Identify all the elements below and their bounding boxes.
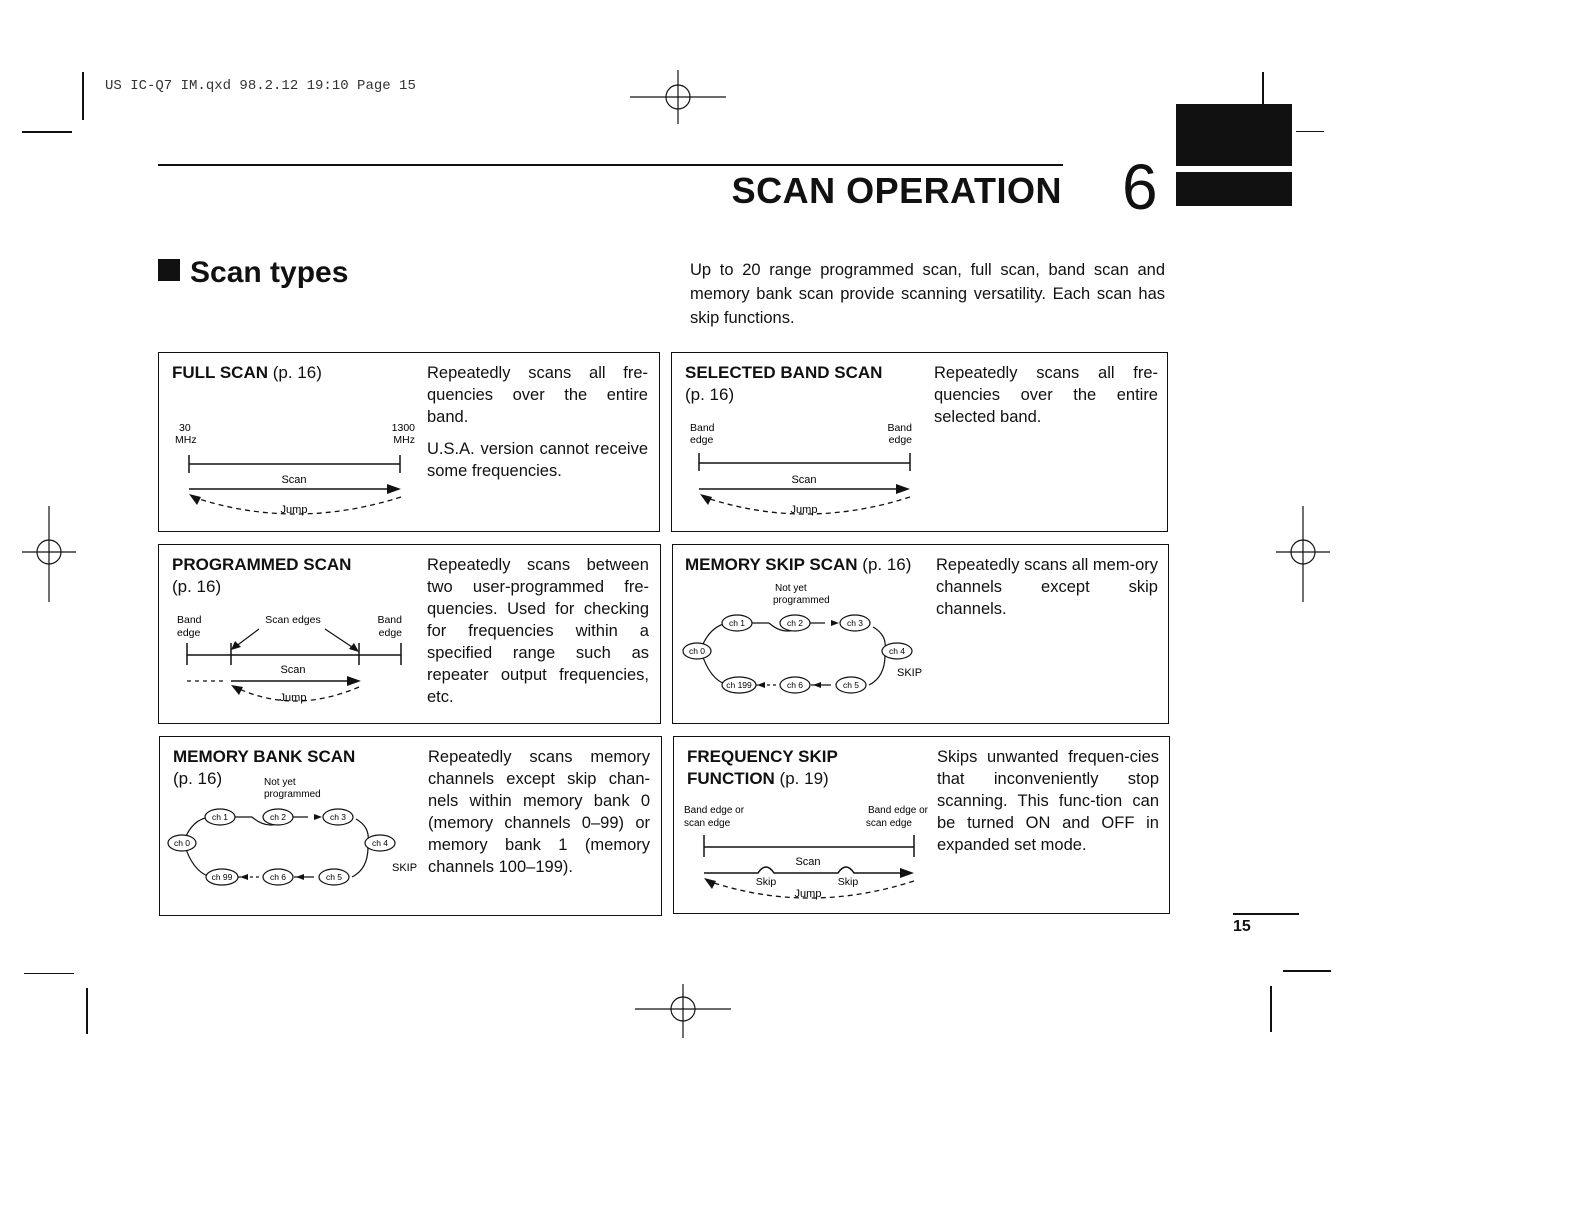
svg-text:ch 5: ch 5 bbox=[842, 680, 860, 690]
svg-text:Scan: Scan bbox=[795, 856, 821, 868]
crop-mark bbox=[1262, 72, 1264, 106]
header-rule bbox=[158, 164, 1063, 166]
svg-text:Skip: Skip bbox=[755, 876, 777, 888]
panel-full-scan bbox=[158, 352, 660, 532]
svg-text:1300: 1300 bbox=[391, 422, 415, 434]
panel-frequency-skip-function bbox=[673, 736, 1170, 914]
panel-memory-skip-scan bbox=[672, 544, 1169, 724]
svg-text:ch 5: ch 5 bbox=[325, 872, 343, 882]
svg-text:scan edge: scan edge bbox=[865, 818, 912, 829]
panel-title: SELECTED BAND SCAN (p. 16) bbox=[685, 363, 883, 404]
thumb-tab bbox=[1176, 172, 1292, 206]
svg-text:programmed: programmed bbox=[773, 595, 830, 606]
crop-mark bbox=[1283, 970, 1331, 972]
file-slug: US IC-Q7 IM.qxd 98.2.12 19:10 Page 15 bbox=[105, 78, 416, 94]
svg-text:Scan: Scan bbox=[280, 664, 306, 676]
svg-text:edge: edge bbox=[888, 434, 912, 446]
svg-text:ch 99: ch 99 bbox=[211, 872, 233, 882]
page-number: 15 bbox=[1233, 918, 1251, 935]
svg-text:Jump: Jump bbox=[794, 888, 822, 900]
svg-text:Band edge or: Band edge or bbox=[684, 805, 745, 816]
svg-text:Skip: Skip bbox=[837, 876, 859, 888]
svg-text:Not yet: Not yet bbox=[775, 583, 807, 594]
svg-text:SKIP: SKIP bbox=[392, 862, 418, 874]
svg-text:Band: Band bbox=[377, 614, 402, 626]
panel-title: MEMORY SKIP SCAN (p. 16) bbox=[685, 555, 912, 574]
svg-text:scan edge: scan edge bbox=[684, 818, 731, 829]
svg-text:Not yet: Not yet bbox=[264, 777, 296, 788]
svg-text:Band: Band bbox=[690, 422, 715, 434]
svg-text:ch 4: ch 4 bbox=[888, 646, 906, 656]
svg-text:ch 0: ch 0 bbox=[688, 646, 706, 656]
panel-description: Skips unwanted frequen-cies that inconveniently stop scanning. This func-tion can be turned ON and OFF in expanded set mode. bbox=[937, 748, 1159, 854]
panel-memory-bank-scan bbox=[159, 736, 662, 916]
panel-description: Repeatedly scans all mem-ory channels except skip channels. bbox=[936, 556, 1158, 618]
panel-description: Repeatedly scans memory channels except skip chan-nels within memory bank 0 (memory channels 0–99) or memory bank 1 (memory channels 100–199). bbox=[428, 748, 650, 876]
panel-title: MEMORY BANK SCAN (p. 16) bbox=[173, 747, 356, 788]
section-title-text: Scan types bbox=[190, 256, 349, 289]
svg-text:Scan: Scan bbox=[791, 474, 817, 486]
selected-band-scan-diagram bbox=[686, 419, 936, 529]
svg-text:ch 6: ch 6 bbox=[269, 872, 287, 882]
svg-text:Scan: Scan bbox=[281, 474, 307, 486]
registration-mark-left bbox=[22, 506, 76, 602]
panel-programmed-scan bbox=[158, 544, 661, 724]
svg-text:Band edge or: Band edge or bbox=[867, 805, 928, 816]
svg-text:ch 2: ch 2 bbox=[786, 618, 804, 628]
crop-mark bbox=[82, 72, 84, 120]
bullet-square-icon bbox=[158, 259, 180, 281]
svg-text:Band: Band bbox=[887, 422, 912, 434]
programmed-scan-diagram bbox=[169, 611, 419, 721]
registration-mark-top bbox=[630, 70, 726, 124]
svg-text:ch 4: ch 4 bbox=[371, 838, 389, 848]
crop-mark bbox=[1296, 131, 1324, 132]
registration-mark-right bbox=[1276, 506, 1330, 602]
crop-mark bbox=[24, 973, 74, 974]
crop-mark bbox=[1270, 986, 1272, 1032]
svg-text:ch 1: ch 1 bbox=[211, 812, 229, 822]
crop-mark bbox=[22, 131, 72, 133]
frequency-skip-diagram bbox=[682, 797, 934, 912]
svg-text:Jump: Jump bbox=[280, 504, 308, 516]
svg-text:ch 3: ch 3 bbox=[846, 618, 864, 628]
svg-text:ch 1: ch 1 bbox=[728, 618, 746, 628]
chapter-number: 6 bbox=[1122, 151, 1158, 223]
svg-text:ch 6: ch 6 bbox=[786, 680, 804, 690]
svg-text:edge: edge bbox=[177, 627, 201, 639]
section-intro: Up to 20 range programmed scan, full scan, band scan and memory bank scan provide scanning versatility. Each scan has skip functions. bbox=[690, 261, 1165, 327]
svg-text:ch 0: ch 0 bbox=[173, 838, 191, 848]
memory-skip-scan-diagram bbox=[679, 579, 939, 719]
svg-text:ch 2: ch 2 bbox=[269, 812, 287, 822]
panel-title: FULL SCAN (p. 16) bbox=[172, 363, 322, 382]
chapter-title: SCAN OPERATION bbox=[731, 170, 1062, 211]
svg-text:Band: Band bbox=[177, 614, 202, 626]
svg-text:ch 199: ch 199 bbox=[726, 680, 752, 690]
full-scan-diagram bbox=[169, 419, 419, 529]
svg-text:MHz: MHz bbox=[175, 434, 197, 446]
thumb-tab bbox=[1176, 104, 1292, 166]
registration-mark-bottom bbox=[635, 984, 731, 1038]
svg-text:SKIP: SKIP bbox=[897, 667, 923, 679]
svg-text:ch 3: ch 3 bbox=[329, 812, 347, 822]
memory-bank-scan-diagram bbox=[166, 771, 426, 911]
svg-text:edge: edge bbox=[690, 434, 714, 446]
panel-title: PROGRAMMED SCAN (p. 16) bbox=[172, 555, 352, 596]
panel-title: FREQUENCY SKIP FUNCTION (p. 19) bbox=[687, 747, 838, 788]
svg-text:edge: edge bbox=[378, 627, 402, 639]
page-number-rule bbox=[1233, 913, 1299, 915]
panel-description: Repeatedly scans all fre-quencies over the entire selected band. bbox=[934, 364, 1158, 426]
crop-mark bbox=[86, 988, 88, 1034]
svg-text:Jump: Jump bbox=[790, 504, 818, 516]
panel-selected-band-scan bbox=[671, 352, 1168, 532]
panel-description: Repeatedly scans all fre-quencies over the entire band. U.S.A. version cannot receive some frequencies. bbox=[427, 364, 648, 480]
svg-text:programmed: programmed bbox=[264, 789, 321, 800]
svg-text:30: 30 bbox=[179, 422, 191, 434]
svg-text:MHz: MHz bbox=[393, 434, 415, 446]
section-title bbox=[158, 256, 348, 290]
panel-description: Repeatedly scans between two user-programmed fre-quencies. Used for checking for frequencies within a specified range such as repeater output frequencies, etc. bbox=[427, 556, 649, 706]
svg-text:Jump: Jump bbox=[279, 692, 307, 704]
svg-text:Scan edges: Scan edges bbox=[265, 614, 321, 626]
